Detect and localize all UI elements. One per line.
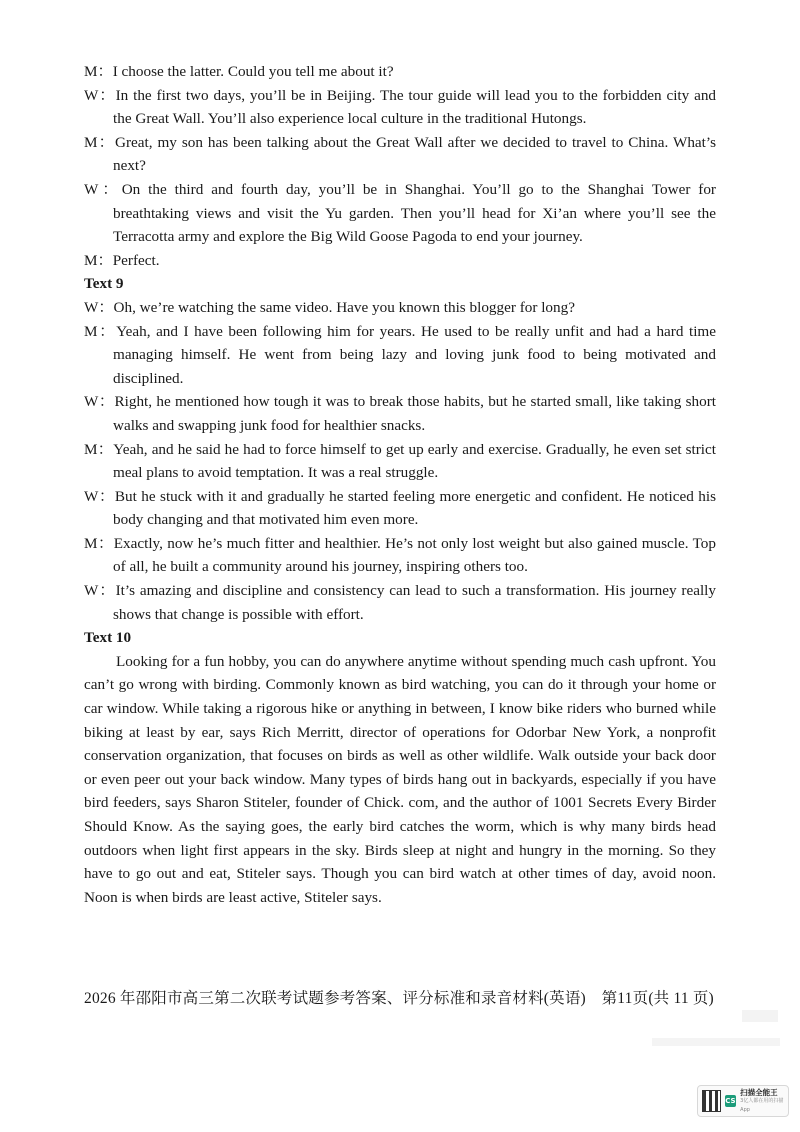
section-heading-text9: Text 9 <box>84 275 124 293</box>
watermark-subtitle: 3亿人都在用的扫描App <box>740 1097 784 1113</box>
dialogue-section <box>84 60 716 272</box>
dialogue-text: Yeah, and he said he had to force himself to get up early and exercise. Gradually, he even set strict meal plans to avoid temptation. It was a real struggle. <box>113 440 716 482</box>
dialogue-line <box>84 296 716 320</box>
dialogue-line <box>84 390 716 437</box>
dialogue-text: Great, my son has been talking about the Great Wall after we decided to travel to China. What’s next? <box>113 133 716 175</box>
dialogue-line <box>84 438 716 485</box>
scanner-watermark <box>697 1085 789 1117</box>
dialogue-text: Right, he mentioned how tough it was to break those habits, but he started small, like taking short walks and swapping junk food for healthier snacks. <box>113 393 716 434</box>
speaker-label: M： <box>84 440 114 458</box>
speaker-label: W： <box>84 180 122 198</box>
scan-artifact <box>652 1038 780 1046</box>
dialogue-line <box>84 320 716 391</box>
speaker-label: M： <box>84 534 114 552</box>
speaker-label: M： <box>84 63 113 80</box>
text10-paragraph: Looking for a fun hobby, you can do anywhere anytime without spending much cash upfront. You can’t go wrong with birding. Commonly known as bird watching, you can do it through your home or car window. While taking a rigorous hike or anything in between, I know bike riders who burned while biking at least by ear, says Rich Merritt, director of operations for Odorbar New York, a nonprofit conservation organization, that focuses on birds as well as other wildlife. Walk outside your back door or even peer out your back window. Many types of birds hang out in backyards, especially if you have bird feeders, says Sharon Stiteler, founder of Chick. com, and the author of 1001 Secrets Every Birder Should Know. As the saying goes, the early bird catches the worm, which is why many birds head outdoors when light first appears in the sky. Birds sleep at night and hungry in the morning. So they have to go out and eat, Stiteler says. Though you can bird watch at other times of day, avoid noon. Noon is when birds are least active, Stiteler says. <box>84 652 716 906</box>
speaker-label: M： <box>84 322 117 340</box>
dialogue-line <box>84 131 716 178</box>
text9-dialogue <box>84 296 716 626</box>
dialogue-line <box>84 249 716 273</box>
camscanner-logo-icon: CS <box>725 1097 736 1105</box>
dialogue-text: It’s amazing and discipline and consistency can lead to such a transformation. His journey really shows that change is possible with effort. <box>113 582 716 623</box>
dialogue-text: I choose the latter. Could you tell me about it? <box>112 63 394 80</box>
speaker-label: W： <box>84 393 115 411</box>
qr-code-icon <box>702 1090 721 1112</box>
dialogue-text: But he stuck with it and gradually he started feeling more energetic and confident. He noticed his body changing and that motivated him even more. <box>113 487 716 529</box>
dialogue-text: Yeah, and I have been following him for years. He used to be really unfit and had a hard time managing himself. He went from being lazy and loving junk food to being motivated and disciplined. <box>113 322 716 387</box>
watermark-title: 扫描全能王 <box>740 1087 778 1097</box>
dialogue-line <box>84 84 716 131</box>
dialogue-line <box>84 60 716 84</box>
dialogue-text: On the third and fourth day, you’ll be in Shanghai. You’ll go to the Shanghai Tower for breathtaking views and visit the Yu garden. Then you’ll head for Xi’an where you’ll see the Terracotta army and explore the Big Wild Goose Pagoda to end your journey. <box>113 180 716 246</box>
dialogue-text: In the first two days, you’ll be in Beijing. The tour guide will lead you to the forbidden city and the Great Wall. You’ll also experience local culture in the traditional Hutongs. <box>113 86 717 128</box>
speaker-label: W： <box>84 298 114 316</box>
dialogue-text: Oh, we’re watching the same video. Have you known this blogger for long? <box>113 298 575 316</box>
page-content <box>84 60 716 909</box>
scan-artifact <box>742 1010 778 1022</box>
speaker-label: W： <box>84 487 115 505</box>
dialogue-line <box>84 532 716 579</box>
page-footer: 2026 年邵阳市高三第二次联考试题参考答案、评分标准和录音材料(英语) 第11页(共 11 页) <box>84 990 714 1007</box>
dialogue-line <box>84 485 716 532</box>
speaker-label: W： <box>84 86 116 104</box>
section-heading-text10: Text 10 <box>84 629 132 647</box>
speaker-label: M： <box>84 251 113 269</box>
dialogue-text: Exactly, now he’s much fitter and healthier. He’s not only lost weight but also gained muscle. Top of all, he built a community around his journey, inspiring others too. <box>113 534 716 576</box>
dialogue-line <box>84 178 716 249</box>
speaker-label: M： <box>84 133 115 151</box>
speaker-label: W： <box>84 582 116 600</box>
watermark-text <box>740 1088 784 1115</box>
dialogue-text: Perfect. <box>112 251 160 269</box>
dialogue-line <box>84 579 716 626</box>
